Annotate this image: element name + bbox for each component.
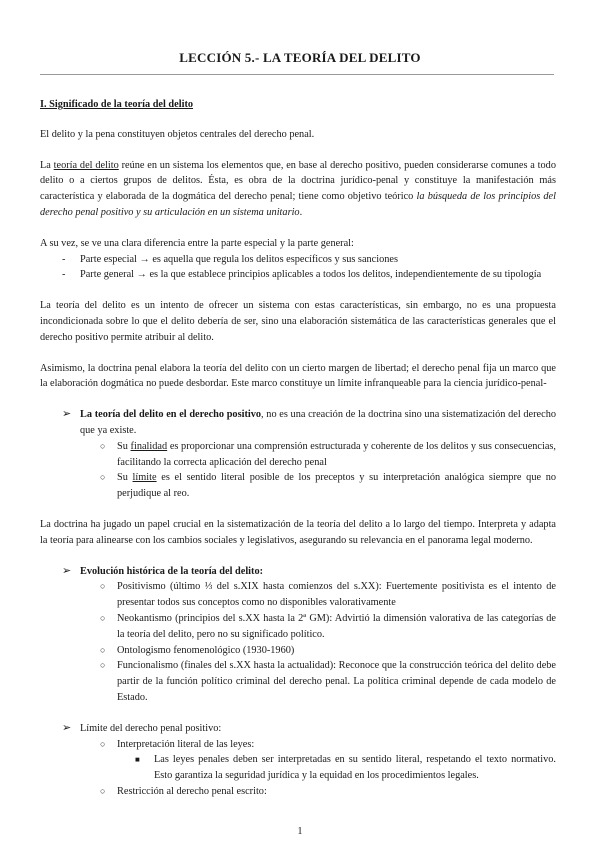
- text-run: es proporcionar una comprensión estructurada y coherente de los delitos y sus consecuencias, facilitando la correcta aplicación del derecho penal: [117, 440, 556, 468]
- term-teoria-delito: teoría del delito: [53, 159, 119, 171]
- circle-bullet-icon: ○: [100, 738, 106, 749]
- section-heading: I. Significado de la teoría del delito: [40, 99, 194, 110]
- list-item: [117, 752, 556, 784]
- circle-bullet-icon: ○: [100, 785, 106, 796]
- page-title: LECCIÓN 5.- LA TEORÍA DEL DELITO: [179, 50, 421, 65]
- list-item-text: Las leyes penales deben ser interpretadas en su sentido literal, respetando el texto normativo. Esto garantiza la seguridad jurídica y la equidad en los procedimientos legales.: [154, 754, 556, 782]
- paragraph-2: [40, 158, 556, 221]
- list-item-text: Neokantismo (principios del s.XX hasta la 2ª GM): Advirtió la dimensión valorativa de las categorías de la teoría del delito, pero no su significado político.: [117, 612, 556, 640]
- term-limite: límite: [132, 472, 157, 484]
- circle-bullet-icon: ○: [100, 660, 106, 671]
- list-item-text: Funcionalismo (finales del s.XX hasta la actualidad): Reconoce que la construcción teórica del delito debe partir de la función político criminal del derecho penal. La política criminal depende de cada modelo de Estado.: [117, 660, 556, 703]
- text-run: Su: [117, 440, 131, 452]
- sublist: [80, 439, 556, 502]
- list-item: [80, 658, 556, 705]
- circle-bullet-icon: ○: [100, 581, 106, 592]
- paragraph-1: El delito y la pena constituyen objetos centrales del derecho penal.: [40, 128, 315, 140]
- term-finalidad: finalidad: [130, 440, 168, 452]
- circle-bullet-icon: ○: [100, 612, 106, 623]
- list-item-text: Interpretación literal de las leyes:: [117, 738, 255, 750]
- block-evolucion: [40, 564, 556, 706]
- italic-objective: la búsqueda de los principios del derecho penal positivo y su articulación en un sistema unitario: [40, 191, 556, 218]
- list-item: [40, 564, 556, 706]
- block-limite: [40, 721, 556, 800]
- arrow-bullet-icon: ➢: [62, 721, 72, 734]
- list-item: [80, 470, 556, 502]
- paragraph-6: La doctrina ha jugado un papel crucial en la sistematización de la teoría del delito a lo largo del tiempo. Interpreta y adapta la teoría para alinearse con los cambios sociales y legislativos, asegurando su relevancia en el panorama legal moderno.: [40, 518, 556, 546]
- arrow-bullet-icon: ➢: [62, 408, 72, 421]
- text-run: es el sentido literal posible de los preceptos y su interpretación analógica siempre que no perjudique al reo.: [117, 472, 556, 500]
- paragraph-3-intro: A su vez, se ve una clara diferencia entre la parte especial y la parte general:: [40, 237, 354, 249]
- dash-marker: -: [62, 253, 66, 265]
- paragraph-5: Asimismo, la doctrina penal elabora la teoría del delito con un cierto margen de libertad; el derecho penal fija un marco que la elaboración dogmática no puede desbordar. Este marco constituye un límite infranqueable para la ciencia jurídico-penal-: [40, 362, 556, 390]
- list-item: [80, 579, 556, 611]
- list-item: [40, 252, 556, 268]
- sublist: [117, 752, 556, 784]
- list-item-text: , no es una creación de la doctrina sino una sistematización del derecho que ya existe.: [80, 409, 556, 436]
- list-item-text: Restricción al derecho penal escrito:: [117, 785, 267, 797]
- circle-bullet-icon: ○: [100, 472, 106, 483]
- list-item: [40, 407, 556, 502]
- paragraph-4: La teoría del delito es un intento de ofrecer un sistema con estas características, sin embargo, no es una propuesta incondicionada sobre lo que el delito debería de ser, sino una elaboración sistemática de las características generales que el derecho positivo permite atribuir al delito.: [40, 300, 556, 343]
- title-divider: [40, 74, 554, 75]
- bold-heading: Evolución histórica de la teoría del delito:: [80, 565, 264, 577]
- text-run: Su: [117, 472, 133, 484]
- list-item-text: Ontologismo fenomenológico (1930-1960): [117, 644, 295, 656]
- list-item: [80, 784, 556, 800]
- list-item: [80, 737, 556, 784]
- text-run: La: [40, 159, 54, 171]
- circle-bullet-icon: ○: [100, 440, 106, 451]
- list-item-text: Positivismo (último ⅓ del s.XIX hasta comienzos del s.XX): Fuertemente positivista es el intento de presentar todos sus conceptos como no disponibles valorativamente: [117, 581, 556, 609]
- list-item: [80, 439, 556, 471]
- bold-term: La teoría del delito en el derecho positivo: [80, 409, 262, 421]
- arrow-bullet-icon: ➢: [62, 564, 72, 577]
- list-item: [40, 721, 556, 800]
- square-bullet-icon: ■: [135, 755, 140, 765]
- text-run: .: [299, 206, 303, 218]
- list-item-text: Límite del derecho penal positivo:: [80, 722, 222, 734]
- dash-marker: -: [62, 269, 66, 281]
- sublist: [80, 579, 556, 705]
- document-body: [40, 97, 556, 800]
- circle-bullet-icon: ○: [100, 644, 106, 655]
- sublist: [80, 737, 556, 800]
- list-item: [80, 643, 556, 659]
- list-item: [80, 611, 556, 643]
- text-run: reúne en un sistema los elementos que, en base al derecho positivo, pueden considerarse comunes a todo delito o a ciertos grupos de delitos. Ésta, es obra de la doctrina jurídico-penal y constituye la manifestación más característica y elaborada de la dogmática del derecho penal; tiene como objetivo teórico: [40, 159, 556, 203]
- list-item-text: Parte especial → es aquella que regula los delitos específicos y sus sanciones: [80, 253, 398, 265]
- block-derecho-positivo: [40, 407, 556, 502]
- list-item-text: Parte general → es la que establece principios aplicables a todos los delitos, independientemente de su tipología: [80, 269, 542, 281]
- list-item: [40, 267, 556, 283]
- page-number: 1: [297, 826, 303, 837]
- parts-list: [40, 252, 556, 284]
